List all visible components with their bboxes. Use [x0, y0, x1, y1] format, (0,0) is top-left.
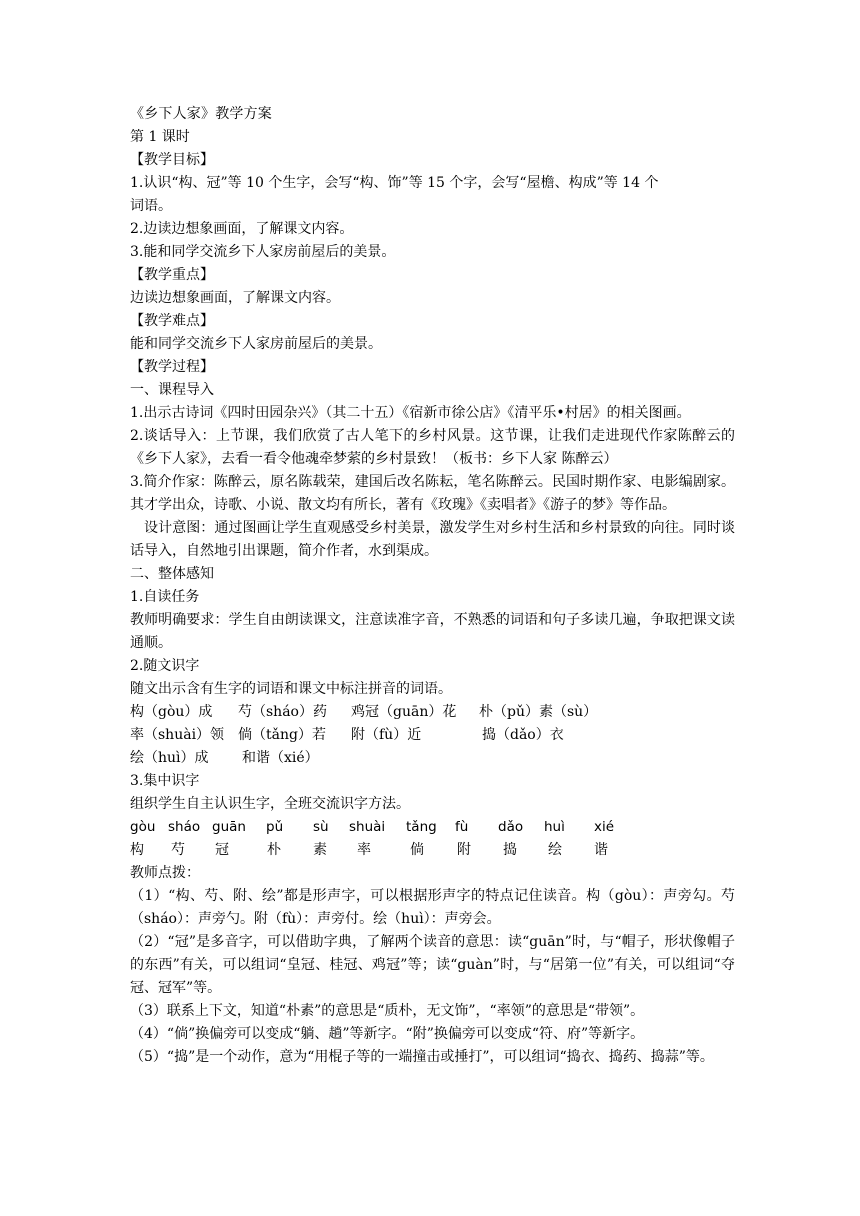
- character-item: 芍: [171, 842, 185, 858]
- vocab-word: 倘（tǎng）若: [238, 727, 326, 743]
- self-read-heading: 1.自读任务: [130, 589, 200, 605]
- key-points-text: 边读边想象画面，了解课文内容。: [130, 290, 340, 306]
- character-item: 素: [313, 842, 327, 858]
- vocab-word: 芍（sháo）药: [238, 704, 327, 720]
- pinyin-item: huì: [544, 819, 565, 835]
- intro-step-3: 3.简介作家：陈醉云，原名陈载荣，建国后改名陈耘，笔名陈醉云。民国时期作家、电影编剧家。其才学出众，诗歌、小说、散文均有所长，著有《玫瑰》《卖唱者》《游子的梦》等作品。: [130, 474, 735, 513]
- character-item: 谐: [594, 842, 608, 858]
- character-item: 率: [357, 842, 371, 858]
- hint-5: （5）“捣”是一个动作，意为“用棍子等的一端撞击或捶打”，可以组词“捣衣、捣药、捣蒜”等。: [130, 1049, 714, 1065]
- vocab-row-2: [130, 724, 735, 747]
- vocab-word: 构（gòu）成: [130, 704, 213, 720]
- pinyin-item: shuài: [349, 819, 386, 835]
- goal-1-line-1: 1.认识“构、冠”等 10 个生字，会写“构、饰”等 15 个字，会写“屋檐、构成”等 14 个: [130, 175, 659, 191]
- hint-2: （2）“冠”是多音字，可以借助字典，了解两个读音的意思：读“guān”时，与“帽子，形状像帽子的东西”有关，可以组词“皇冠、桂冠、鸡冠”等；读“guàn”时，与“居第一位”有关，可以组词“夺冠、冠军”等。: [130, 934, 735, 996]
- vocab-row-3: [130, 747, 735, 770]
- focus-heading: 3.集中识字: [130, 773, 200, 789]
- pinyin-item: gòu: [130, 819, 156, 835]
- word-study-text: 随文出示含有生字的词语和课文中标注拼音的词语。: [130, 681, 452, 697]
- pinyin-item: sù: [313, 819, 329, 835]
- self-read-text: 教师明确要求：学生自由朗读课文，注意读准字音，不熟悉的词语和句子多读几遍，争取把课文读通顺。: [130, 612, 735, 651]
- pinyin-row: [130, 816, 735, 839]
- goal-3: 3.能和同学交流乡下人家房前屋后的美景。: [130, 244, 396, 260]
- vocab-word: 绘（huì）成: [130, 750, 209, 766]
- pinyin-item: guān: [212, 819, 246, 835]
- hint-4: （4）“倘”换偏旁可以变成“躺、趟”等新字。“附”换偏旁可以变成“符、府”等新字。: [130, 1026, 645, 1042]
- intro-step-2: 2.谈话导入：上节课，我们欣赏了古人笔下的乡村风景。这节课，让我们走进现代作家陈醉云的《乡下人家》，去看一看令他魂牵梦萦的乡村景致！（板书：乡下人家 陈醉云）: [130, 428, 735, 467]
- character-row: [130, 839, 735, 862]
- pinyin-item: xié: [594, 819, 615, 835]
- vocab-word: 朴（pǔ）素（sù）: [479, 704, 598, 720]
- character-item: 绘: [548, 842, 562, 858]
- character-item: 冠: [215, 842, 229, 858]
- goal-2: 2.边读边想象画面，了解课文内容。: [130, 221, 354, 237]
- teacher-hint-label: 教师点拨：: [130, 865, 200, 881]
- design-intent: 设计意图：通过图画让学生直观感受乡村美景，激发学生对乡村生活和乡村景致的向往。同时谈话导入，自然地引出课题，简介作者，水到渠成。: [130, 520, 735, 559]
- difficulty-text: 能和同学交流乡下人家房前屋后的美景。: [130, 336, 382, 352]
- difficulty-heading: 【教学难点】: [130, 313, 214, 329]
- document-body: [130, 103, 735, 1069]
- character-item: 构: [130, 842, 144, 858]
- pinyin-item: sháo: [168, 819, 201, 835]
- pinyin-item: tǎng: [406, 819, 437, 835]
- character-item: 倘: [410, 842, 424, 858]
- part-2-heading: 二、整体感知: [130, 566, 214, 582]
- vocab-row-1: [130, 701, 735, 724]
- intro-step-1: 1.出示古诗词《四时田园杂兴》（其二十五）《宿新市徐公店》《清平乐•村居》的相关图画。: [130, 405, 691, 421]
- pinyin-item: dǎo: [498, 819, 524, 835]
- document-title: 《乡下人家》教学方案: [130, 106, 272, 122]
- vocab-word: 捣（dǎo）衣: [482, 727, 564, 743]
- vocab-word: 率（shuài）领: [130, 727, 225, 743]
- key-points-heading: 【教学重点】: [130, 267, 214, 283]
- part-1-heading: 一、课程导入: [130, 382, 214, 398]
- character-item: 朴: [267, 842, 281, 858]
- focus-text: 组织学生自主认识生字，全班交流识字方法。: [130, 796, 410, 812]
- vocab-word: 和谐（xié）: [242, 750, 319, 766]
- goal-1-line-2: 词语。: [130, 198, 172, 214]
- character-item: 捣: [503, 842, 517, 858]
- pinyin-item: fù: [455, 819, 469, 835]
- hint-1: （1）“构、芍、附、绘”都是形声字，可以根据形声字的特点记住读音。构（gòu）：声旁勾。芍（sháo）：声旁勺。附（fù）：声旁付。绘（huì）：声旁会。: [130, 888, 735, 927]
- goals-heading: 【教学目标】: [130, 152, 214, 168]
- vocab-word: 附（fù）近: [351, 727, 422, 743]
- process-heading: 【教学过程】: [130, 359, 214, 375]
- word-study-heading: 2.随文识字: [130, 658, 200, 674]
- pinyin-item: pǔ: [266, 819, 284, 835]
- lesson-label: 第 1 课时: [130, 129, 190, 145]
- vocab-word: 鸡冠（guān）花: [351, 704, 457, 720]
- hint-3: （3）联系上下文，知道“朴素”的意思是“质朴，无文饰”，“率领”的意思是“带领”。: [130, 1003, 645, 1019]
- character-item: 附: [457, 842, 471, 858]
